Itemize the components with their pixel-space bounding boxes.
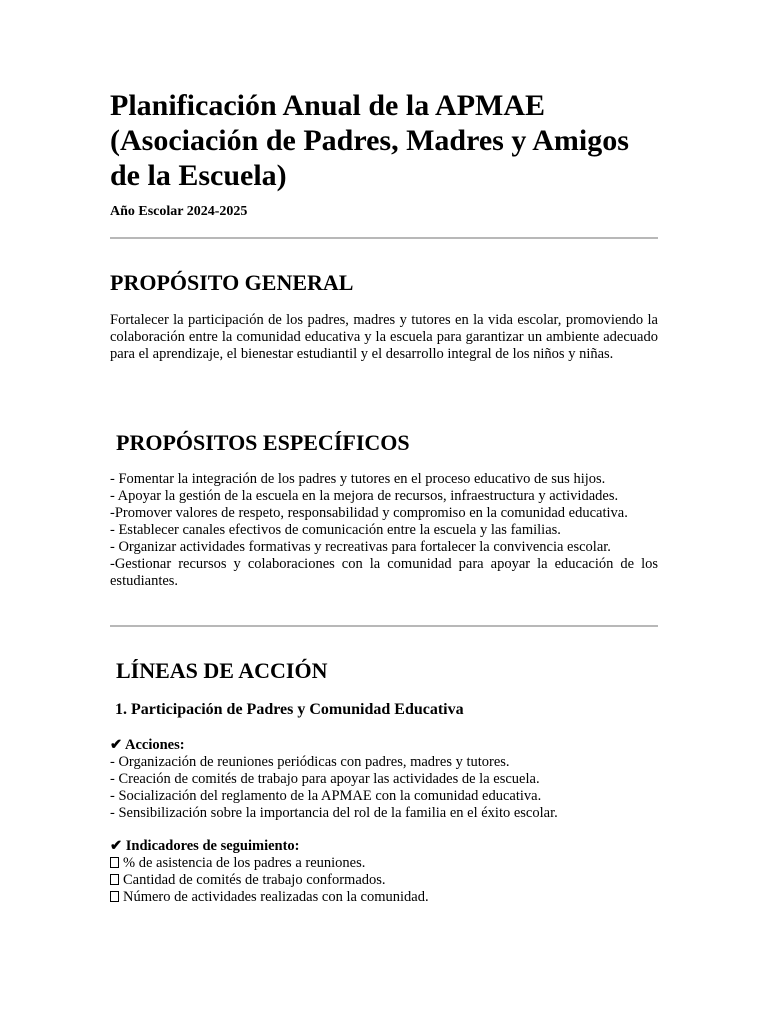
list-item: - Apoyar la gestión de la escuela en la mejora de recursos, infraestructura y actividades. [110,488,619,504]
missing-glyph-box-icon [110,874,119,885]
missing-glyph-box-icon [110,891,119,902]
specific-purposes-heading: PROPÓSITOS ESPECÍFICOS [116,430,410,455]
list-item: - Organización de reuniones periódicas con padres, madres y tutores. [110,754,510,770]
list-item [110,889,658,906]
list-item: - Establecer canales efectivos de comunicación entre la escuela y las familias. [110,522,561,538]
actions-block [110,737,658,822]
indicator-text: Número de actividades realizadas con la comunidad. [123,889,429,905]
divider [110,625,658,627]
general-purpose-heading: PROPÓSITO GENERAL [110,270,354,295]
action-line-1-title: 1. Participación de Padres y Comunidad Educativa [115,701,464,718]
specific-purposes-list [110,471,658,590]
actions-label: ✔ Acciones: [110,737,185,753]
list-item: -Promover valores de respeto, responsabilidad y compromiso en la comunidad educativa. [110,505,628,521]
list-item: - Sensibilización sobre la importancia del rol de la familia en el éxito escolar. [110,805,558,821]
list-item: -Gestionar recursos y colaboraciones con la comunidad para apoyar la educación de los estudiantes. [110,556,658,589]
indicators-block [110,838,658,906]
action-lines-heading: LÍNEAS DE ACCIÓN [116,658,328,683]
list-item: - Socialización del reglamento de la APMAE con la comunidad educativa. [110,788,542,804]
indicator-text: Cantidad de comités de trabajo conformados. [123,872,386,888]
list-item [110,872,658,889]
general-purpose-text [110,312,658,363]
list-item [110,855,658,872]
document-title: Planificación Anual de la APMAE (Asociación de Padres, Madres y Amigos de la Escuela) [110,89,629,192]
missing-glyph-box-icon [110,857,119,868]
list-item: - Organizar actividades formativas y recreativas para fortalecer la convivencia escolar. [110,539,611,555]
list-item: - Fomentar la integración de los padres y tutores en el proceso educativo de sus hijos. [110,471,606,487]
divider [110,237,658,239]
school-year: Año Escolar 2024-2025 [110,204,248,219]
general-purpose-paragraph: Fortalecer la participación de los padres, madres y tutores en la vida escolar, promoviendo la colaboración entre la comunidad educativa y la escuela para garantizar un ambiente adecuado para el aprendizaje, el bienestar estudiantil y el desarrollo integral de los niños y niñas. [110,312,658,362]
indicators-label: ✔ Indicadores de seguimiento: [110,838,300,854]
indicator-text: % de asistencia de los padres a reuniones. [123,855,366,871]
list-item: - Creación de comités de trabajo para apoyar las actividades de la escuela. [110,771,540,787]
